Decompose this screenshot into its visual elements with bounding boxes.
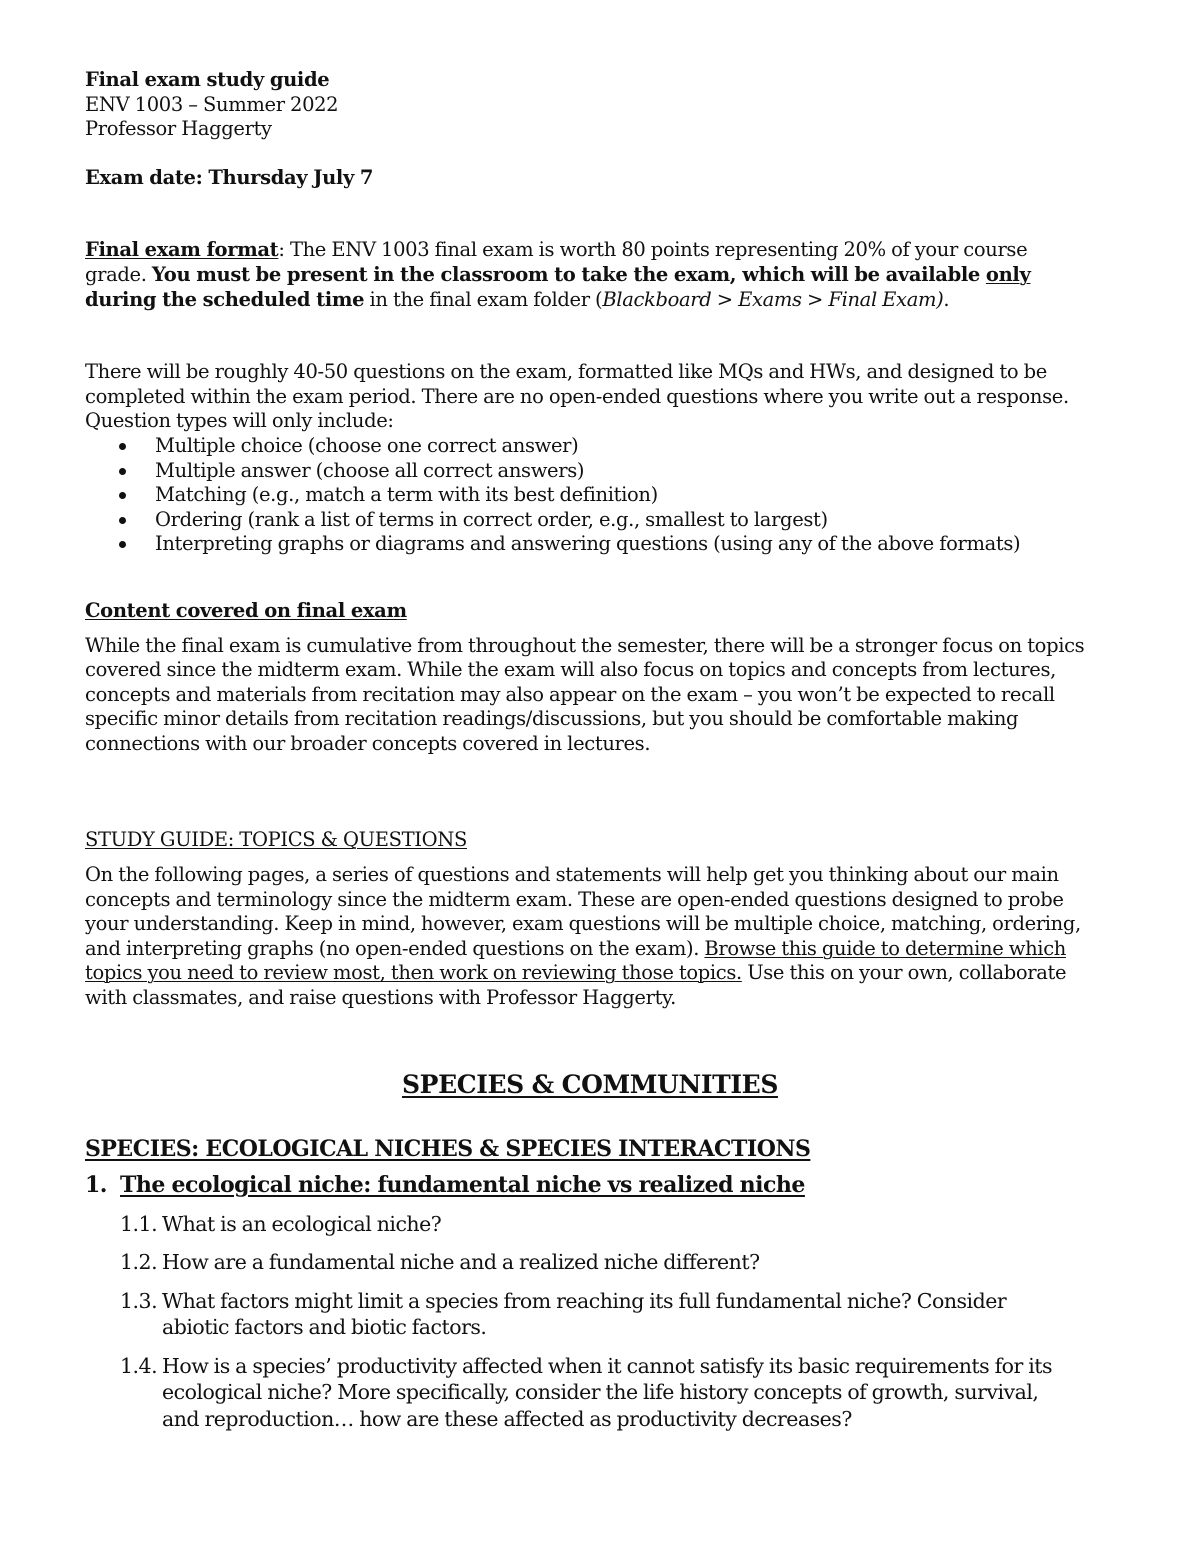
exam-format-presence-text: You must be present in the classroom to take the exam, which will be available: [151, 262, 986, 286]
paragraph-text: and interpreting graphs (no open-ended questions on the exam).: [85, 936, 705, 960]
exam-format-end: .: [943, 287, 950, 311]
list-item: Multiple choice (choose one correct answer): [85, 434, 1095, 459]
exam-format-heading: Final exam format: [85, 238, 279, 262]
question-intro-line: completed within the exam period. There are no open-ended questions where you write out a response.: [85, 384, 1069, 408]
sub-question: [85, 1211, 1095, 1238]
list-item: Matching (e.g., match a term with its best definition): [85, 483, 1095, 508]
question-intro-line: There will be roughly 40-50 questions on the exam, formatted like MQs and HWs, and designed to be: [85, 360, 1047, 384]
paragraph-line: connections with our broader concepts covered in lectures.: [85, 731, 651, 755]
paragraph-line: your understanding. Keep in mind, however, exam questions will be multiple choice, matching, ordering,: [85, 912, 1081, 936]
sub-question-number: 1.4.: [120, 1353, 158, 1378]
exam-format-grade-text: grade.: [85, 262, 152, 286]
list-item: Interpreting graphs or diagrams and answering questions (using any of the above formats): [85, 532, 1095, 557]
content-covered-paragraph: [85, 634, 1095, 757]
exam-format-line1: The ENV 1003 final exam is worth 80 points representing 20% of your course: [284, 238, 1028, 262]
paragraph-line: concepts and materials from recitation may also appear on the exam – you won’t be expected to recall: [85, 682, 1055, 706]
question-number: 1.: [85, 1171, 107, 1198]
paragraph-line: On the following pages, a series of questions and statements will help get you thinking about our main: [85, 863, 1059, 887]
sub-question: [85, 1249, 1095, 1276]
exam-format-folder-text: in the final exam folder (: [364, 287, 603, 311]
emphasis-text: topics you need to review most, then work on reviewing those topics.: [85, 961, 742, 985]
paragraph-line: specific minor details from recitation readings/discussions, but you should be comfortable making: [85, 707, 1019, 731]
sub-question: [85, 1353, 1095, 1433]
bullet-icon: [119, 443, 126, 450]
content-covered-heading: Content covered on final exam: [85, 598, 407, 622]
paragraph-line: covered since the midterm exam. While the exam will also focus on topics and concepts from lectures,: [85, 658, 1056, 682]
sub-question-text: and reproduction… how are these affected as productivity decreases?: [162, 1406, 852, 1431]
study-guide-heading: STUDY GUIDE: TOPICS & QUESTIONS: [85, 828, 467, 852]
question-intro-line: Question types will only include:: [85, 409, 394, 433]
course-name: ENV 1003 – Summer 2022: [85, 92, 339, 116]
bullet-icon: [119, 517, 126, 524]
bullet-icon: [119, 492, 126, 499]
bullet-icon: [119, 541, 126, 548]
exam-format-time-text: during the scheduled time: [85, 287, 365, 311]
paragraph-line: with classmates, and raise questions with Professor Haggerty.: [85, 986, 676, 1010]
exam-format-path-text: Blackboard > Exams > Final Exam): [602, 287, 944, 311]
document-page: [85, 68, 1095, 1432]
study-guide-paragraph: [85, 863, 1095, 1011]
question-title: The ecological niche: fundamental niche vs realized niche: [120, 1171, 805, 1198]
sub-question-text: What factors might limit a species from reaching its full fundamental niche? Consider: [162, 1288, 1007, 1313]
bullet-icon: [119, 468, 126, 475]
species-communities-title: SPECIES & COMMUNITIES: [402, 1069, 778, 1099]
list-item: Ordering (rank a list of terms in correct order, e.g., smallest to largest): [85, 508, 1095, 533]
paragraph-line: concepts and terminology since the midterm exam. These are open-ended questions designed to probe: [85, 887, 1064, 911]
exam-format-only-text: only: [985, 262, 1031, 286]
exam-format-colon: :: [278, 238, 285, 262]
sub-question-text: abiotic factors and biotic factors.: [162, 1315, 487, 1340]
sub-question-text: ecological niche? More specifically, consider the life history concepts of growth, survival,: [162, 1380, 1039, 1405]
document-title: Final exam study guide: [85, 68, 330, 91]
paragraph-text: Use this on your own, collaborate: [741, 961, 1067, 985]
exam-date: Exam date: Thursday July 7: [85, 165, 374, 189]
species-niches-subtitle: SPECIES: ECOLOGICAL NICHES & SPECIES INTERACTIONS: [85, 1135, 811, 1162]
professor-name: Professor Haggerty: [85, 117, 272, 141]
emphasis-text: Browse this guide to determine which: [704, 936, 1066, 960]
paragraph-line: While the final exam is cumulative from throughout the semester, there will be a stronger focus on topics: [85, 633, 1085, 657]
sub-question-text: How are a fundamental niche and a realized niche different?: [162, 1250, 760, 1275]
sub-question-number: 1.1.: [120, 1211, 158, 1236]
question-types-list: [85, 434, 1095, 557]
exam-format-paragraph: [85, 238, 1095, 312]
sub-question-number: 1.2.: [120, 1250, 158, 1275]
question-types-paragraph: [85, 360, 1095, 557]
sub-question-number: 1.3.: [120, 1288, 158, 1313]
sub-question: [85, 1288, 1095, 1341]
sub-question-text: What is an ecological niche?: [162, 1211, 442, 1236]
list-item: Multiple answer (choose all correct answers): [85, 459, 1095, 484]
sub-question-text: How is a species’ productivity affected when it cannot satisfy its basic requirements for its: [162, 1353, 1053, 1378]
question-1: [85, 1171, 1095, 1199]
